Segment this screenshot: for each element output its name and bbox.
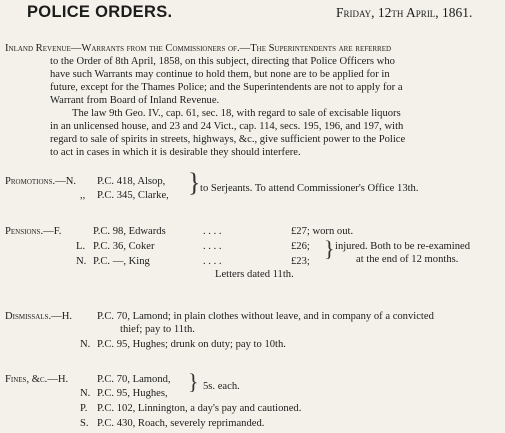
pension-entry: P.C. —, King (93, 256, 150, 267)
promotions-row (5, 175, 76, 188)
pension-entry: P.C. 98, Edwards (93, 226, 166, 237)
fines-heading: Fines, &c. (5, 374, 48, 385)
pension-entry: P.C. 36, Coker (93, 241, 155, 252)
inland-revenue-line: in an unlicensed house, and 23 and 24 Vict., cap. 114, secs. 195, 196, and 197, with (50, 121, 404, 132)
page-title: POLICE ORDERS. (27, 3, 173, 21)
division-letter: N. (76, 256, 87, 267)
leader-dots: . . . . (203, 256, 222, 267)
promotion-entry: P.C. 345, Clarke, (97, 190, 169, 201)
inland-revenue-line: to the Order of 8th April, 1858, on this subject, directing that Police Officers who (50, 56, 395, 67)
inland-revenue-line: to act in cases in which it is desirable they should interfere. (50, 147, 301, 158)
pensions-row (5, 225, 61, 238)
dismissals-heading: Dismissals. (5, 311, 52, 322)
pension-amount: £26; (291, 241, 310, 252)
fines-row (5, 373, 68, 386)
pension-amount: £23; (291, 256, 310, 267)
inland-revenue-line: Warrant from Board of Inland Revenue. (50, 95, 220, 106)
division-letter: ,, (80, 190, 86, 201)
dismissals-row (5, 310, 72, 323)
promotions-note: to Serjeants. To attend Commissioner's Office 13th. (200, 183, 419, 194)
inland-revenue-line: regard to sale of spirits in streets, highways, &c., give sufficient power to the Police (50, 134, 406, 145)
pension-amount: £27; worn out. (291, 226, 354, 237)
division-letter: —H. (51, 311, 72, 322)
dismissal-entry-continued: thief; pay to 11th. (120, 324, 195, 335)
fines-brace-note: 5s. each. (203, 381, 240, 392)
pensions-heading: Pensions. (5, 226, 44, 237)
inland-revenue-line: The law 9th Geo. IV., cap. 61, sec. 18, with regard to sale of excisable liquors (72, 108, 401, 119)
brace: } (324, 236, 335, 261)
fine-entry: P.C. 95, Hughes, (97, 388, 168, 399)
pensions-letters-note: Letters dated 11th. (215, 269, 294, 280)
division-letter: N. (80, 339, 91, 350)
issue-date: Friday, 12th April, 1861. (336, 5, 473, 20)
leader-dots: . . . . (203, 241, 222, 252)
inland-revenue-line: future, except for the Thames Police; and the Superintendents are not to apply for a (50, 82, 403, 93)
inland-revenue-text: —Warrants from the Commissioners of.—The Superintendents are referred (70, 43, 392, 54)
fine-entry: P.C. 430, Roach, severely reprimanded. (97, 418, 265, 429)
inland-revenue-line: have such Warrants may continue to hold them, but none are to be applied for in (50, 69, 390, 80)
pensions-brace-note: at the end of 12 months. (356, 254, 459, 265)
promotion-entry: P.C. 418, Alsop, (97, 176, 166, 187)
division-letter: N. (80, 388, 91, 399)
inland-revenue-heading: Inland Revenue (5, 43, 71, 54)
promotions-heading: Promotions. (5, 176, 56, 187)
division-letter: —N. (55, 176, 77, 187)
pensions-brace-note: injured. Both to be re-examined (335, 241, 471, 252)
dismissal-entry: P.C. 95, Hughes; drunk on duty; pay to 10th. (97, 339, 286, 350)
division-letter: —H. (47, 374, 69, 385)
fine-entry: P.C. 70, Lamond, (97, 374, 171, 385)
fine-entry: P.C. 102, Linnington, a day's pay and cautioned. (97, 403, 302, 414)
dismissal-entry: P.C. 70, Lamond; in plain clothes without leave, and in company of a convicted (97, 311, 434, 322)
inland-revenue-first-line (5, 42, 391, 55)
division-letter: L. (76, 241, 86, 252)
leader-dots: . . . . (203, 226, 222, 237)
division-letter: P. (80, 403, 88, 414)
division-letter: S. (80, 418, 89, 429)
division-letter: —F. (43, 226, 62, 237)
brace: } (188, 369, 199, 394)
brace: } (188, 168, 201, 197)
